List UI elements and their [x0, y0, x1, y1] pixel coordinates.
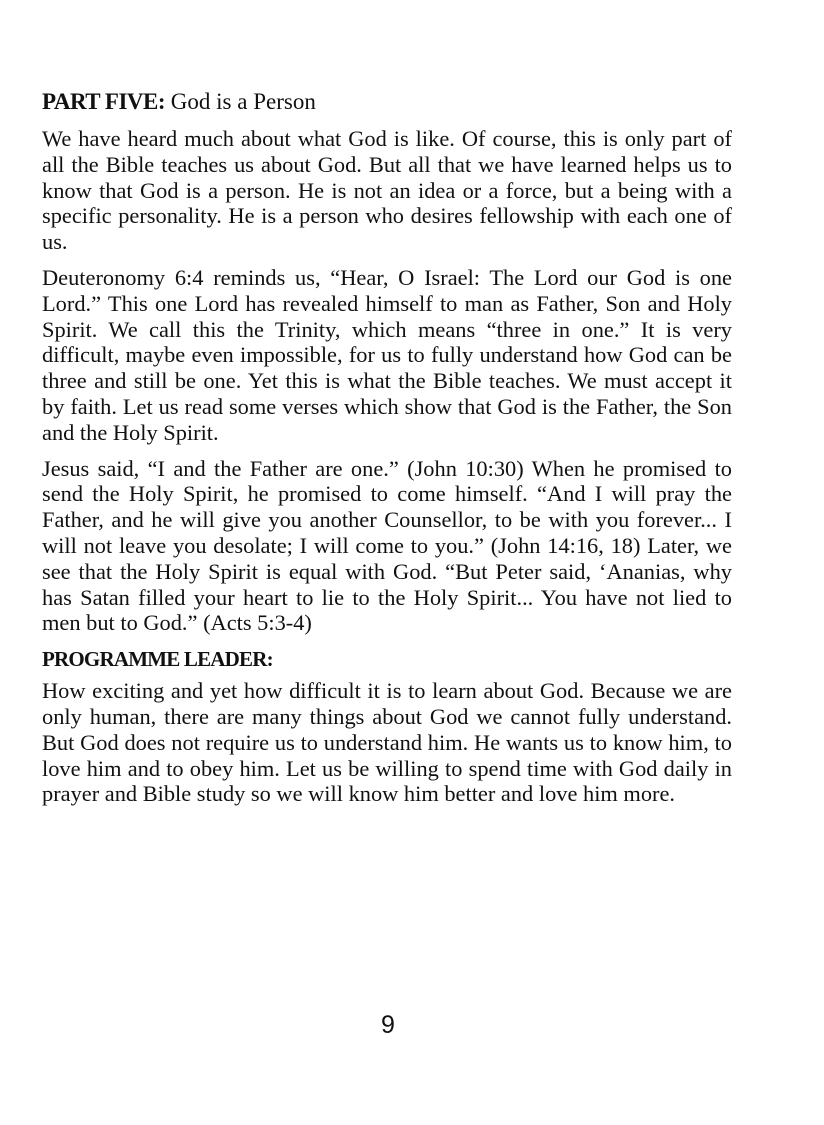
section-title: God is a Person: [170, 89, 316, 114]
page-number: 9: [381, 1011, 395, 1039]
scripture-paragraph: Jesus said, “I and the Father are one.” (John 10:30) When he promised to send the Holy Spirit, he promised to come himself. “And I will pray the Father, and he will give you another Counsellor, to be with you forever... I will not leave you desolate; I will come to you.” (John 14:16, 18) Later, we see that the Holy Spirit is equal with God. “But Peter said, ‘Ananias, why has Satan filled your heart to lie to the Holy Spirit... You have not lied to men but to God.” (Acts 5:3-4): [42, 455, 732, 636]
section-label: PART FIVE:: [42, 89, 166, 114]
programme-leader-heading: PROGRAMME LEADER:: [42, 647, 273, 672]
page-content: [42, 88, 732, 817]
trinity-paragraph: Deuteronomy 6:4 reminds us, “Hear, O Israel: The Lord our God is one Lord.” This one Lord has revealed himself to man as Father, Son and Holy Spirit. We call this the Trinity, which means “three in one.” It is very difficult, maybe even impossible, for us to fully understand how God can be three and still be one. Yet this is what the Bible teaches. We must accept it by faith. Let us read some verses which show that God is the Father, the Son and the Holy Spirit.: [42, 264, 732, 445]
intro-paragraph: We have heard much about what God is like. Of course, this is only part of all the Bible teaches us about God. But all that we have learned helps us to know that God is a person. He is not an idea or a force, but a being with a specific personality. He is a person who desires fellowship with each one of us.: [42, 126, 732, 255]
section-heading: [42, 88, 732, 116]
programme-leader-paragraph: How exciting and yet how difficult it is to learn about God. Because we are only human, there are many things about God we cannot fully understand. But God does not require us to understand him. He wants us to know him, to love him and to obey him. Let us be willing to spend time with God daily in prayer and Bible study so we will know him better and love him more.: [42, 678, 732, 807]
